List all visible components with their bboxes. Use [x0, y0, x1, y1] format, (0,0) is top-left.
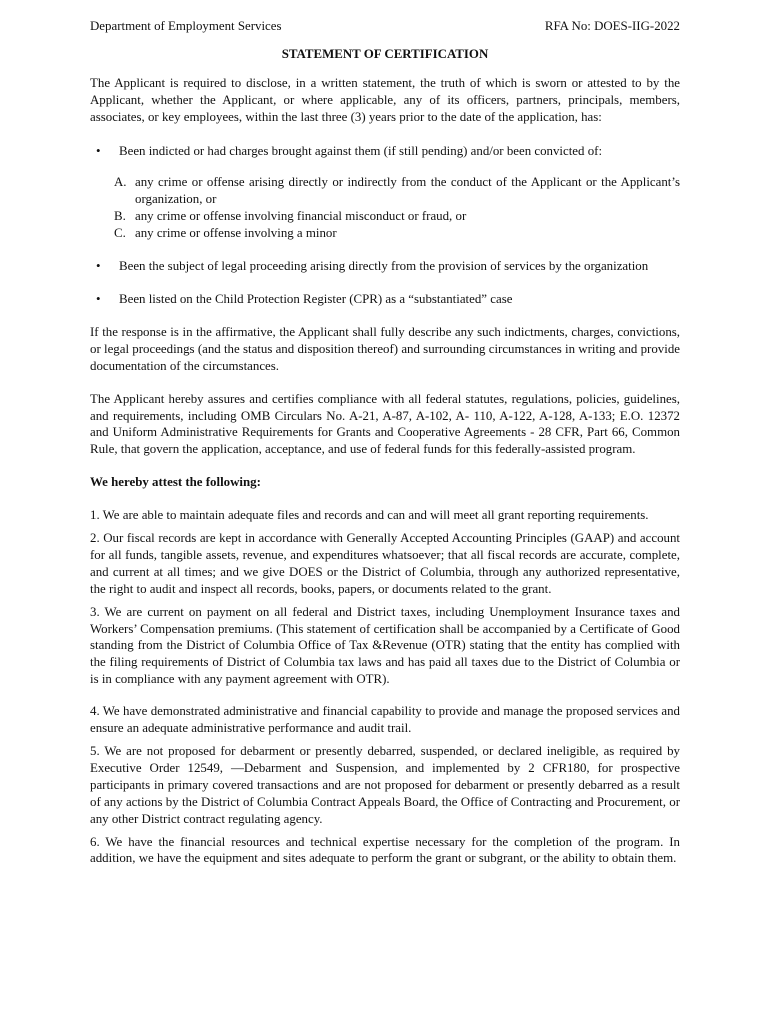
- list-item: [114, 174, 680, 208]
- list-text: any crime or offense involving financial misconduct or fraud, or: [135, 209, 467, 224]
- bullet-text: Been listed on the Child Protection Register (CPR) as a “substantiated” case: [119, 291, 513, 306]
- document-title: STATEMENT OF CERTIFICATION: [281, 46, 489, 61]
- page-header: [90, 18, 680, 35]
- list-letter: C.: [114, 226, 126, 241]
- bullet-text: Been the subject of legal proceeding arising directly from the provision of services by the organization: [119, 259, 649, 274]
- list-letter: A.: [114, 175, 127, 190]
- list-item: [114, 225, 680, 242]
- department-name: Department of Employment Services: [90, 19, 282, 33]
- bullet-icon: •: [96, 259, 101, 274]
- bullet-item: [90, 258, 680, 275]
- list-letter: B.: [114, 209, 126, 224]
- list-text: any crime or offense involving a minor: [135, 226, 337, 241]
- attestation-item: 4. We have demonstrated administrative and financial capability to provide and manage the proposed services and ensure an adequate administrative performance and audit trail.: [90, 704, 680, 736]
- assurance-paragraph: The Applicant hereby assures and certifies compliance with all federal statutes, regulations, policies, guidelines, and requirements, including OMB Circulars No. A-21, A-87, A-102, A- 110, A-122, A-128, A-133; E.O. 12372 and Uniform Administrative Requirements for Grants and Cooperative Agreements - 28 CFR, Part 66, Common Rule, that govern the application, acceptance, and use of federal funds for this federally-assisted program.: [90, 391, 680, 457]
- attestation-item: 3. We are current on payment on all federal and District taxes, including Unemployment Insurance taxes and Workers’ Compensation premiums. (This statement of certification shall be accompanied by a Certificate of Good standing from the District of Columbia Office of Tax &Revenue (OTR) stating that the entity has complied with the filing requirements of District of Columbia tax laws and has paid all taxes due to the District of Columbia or is in compliance with any payment agreement with OTR).: [90, 604, 680, 687]
- bullet-icon: •: [96, 291, 101, 306]
- bullet-item: [90, 291, 680, 308]
- bullet-item: [90, 143, 680, 160]
- attestation-item: 1. We are able to maintain adequate files and records and can and will meet all grant reporting requirements.: [90, 508, 649, 523]
- list-item: [114, 208, 680, 225]
- affirmative-paragraph: If the response is in the affirmative, the Applicant shall fully describe any such indictments, charges, convictions, or legal proceedings (and the status and disposition thereof) and surrounding circumstances in writing and provide documentation of the circumstances.: [90, 324, 680, 373]
- attestation-item: 5. We are not proposed for debarment or presently debarred, suspended, or declared ineligible, as required by Executive Order 12549, ―Debarment and Suspension, and implemented by 2 CFR180, for prospective participants in primary covered transactions and are not proposed for debarment or presently debarred as a result of any actions by the District of Columbia Contract Appeals Board, the Office of Contracting and Procurement, or any other District contract regulating agency.: [90, 744, 680, 826]
- list-text: any crime or offense arising directly or indirectly from the conduct of the Applicant or the Applicant’s organization, or: [135, 175, 680, 207]
- attestation-item: 6. We have the financial resources and technical expertise necessary for the completion of the program. In addition, we have the equipment and sites adequate to perform the grant or subgrant, or the ability to obtain them.: [90, 834, 680, 866]
- bullet-icon: •: [96, 143, 101, 158]
- attestation-item: 2. Our fiscal records are kept in accordance with Generally Accepted Accounting Principles (GAAP) and account for all funds, tangible assets, revenue, and expenditures whatsoever; that all fiscal records are accurate, complete, and current at all times; and we give DOES or the District of Columbia, through any authorized representative, the right to audit and inspect all records, books, papers, or documents related to the grant.: [90, 531, 680, 596]
- rfa-number: RFA No: DOES-IIG-2022: [544, 19, 680, 33]
- document-page: [90, 18, 680, 867]
- attest-heading: We hereby attest the following:: [90, 475, 261, 490]
- bullet-text: Been indicted or had charges brought against them (if still pending) and/or been convicted of:: [119, 143, 603, 158]
- intro-paragraph: The Applicant is required to disclose, in a written statement, the truth of which is sworn or attested to by the Applicant, whether the Applicant, or where applicable, any of its officers, partners, principals, members, associates, or key employees, within the last three (3) years prior to the date of the application, has:: [90, 75, 680, 124]
- offense-list: [90, 174, 680, 242]
